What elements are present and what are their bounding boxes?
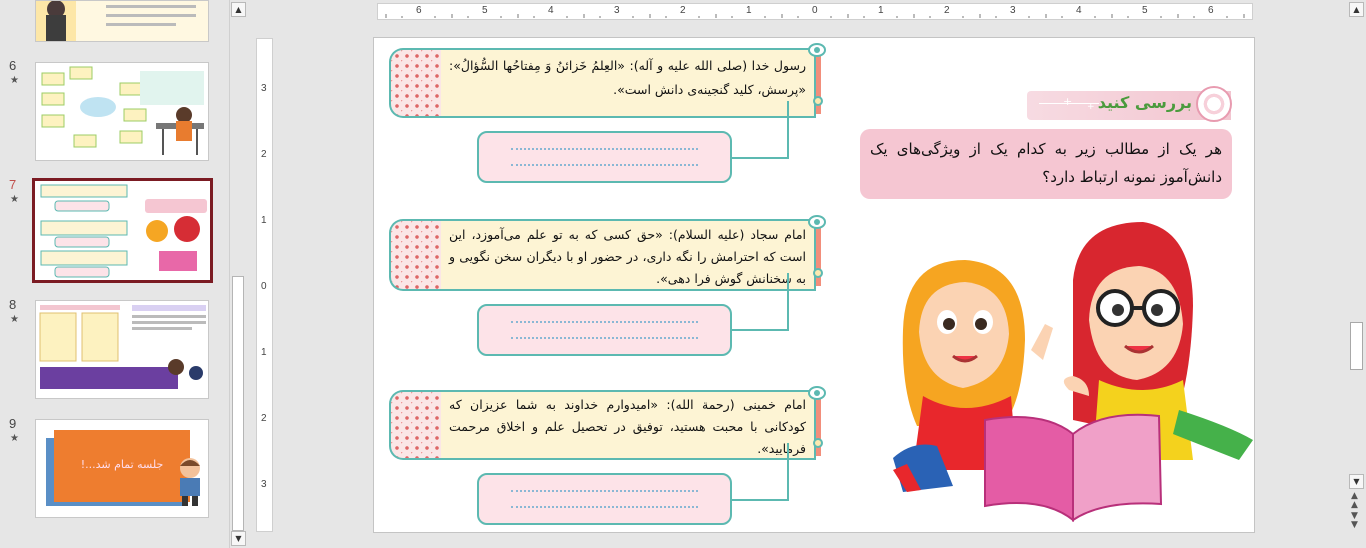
quote-panel-1[interactable]: رسول خدا (صلی الله علیه و آله): «العِلمُ خَزائنُ وَ مِفتاحُها السُّؤالُ»: «پرسش، کلید گنجینه‌ی دانش است».	[441, 48, 816, 118]
eye-icon	[808, 43, 826, 57]
ruler-label: 3	[614, 5, 620, 16]
answer-box-1[interactable]	[477, 131, 732, 183]
girls-reading-illustration	[893, 220, 1255, 526]
answer-box-3[interactable]	[477, 473, 732, 525]
thumbnail-6-preview	[36, 63, 209, 161]
ruler-label: 6	[1208, 5, 1214, 16]
thumbnail-5-preview	[36, 1, 209, 42]
next-slide-icon[interactable]: ▼ ▼	[1351, 511, 1358, 530]
quote-panel-3[interactable]: امام خمینی (رحمة الله): «امیدوارم خداوند به شما عزیزان که کودکانی با محبت هستید، توفیق در تحصیل علم و اخلاق مرحمت فرمایید».	[441, 390, 816, 460]
slide-star-8: ★	[10, 314, 19, 325]
ruler-label: 4	[1076, 5, 1082, 16]
sparkle-icon: +	[1087, 102, 1095, 112]
scroll-up-arrow-icon[interactable]: ▲	[1349, 2, 1364, 17]
ruler-label: 3	[261, 83, 267, 94]
thumbnail-scroll-thumb[interactable]	[232, 276, 244, 531]
slide-thumbnail-7-selected[interactable]	[32, 178, 213, 283]
ruler-label: 2	[261, 149, 267, 160]
connector-line-3	[732, 443, 789, 501]
connector-dot-icon	[813, 96, 823, 106]
ruler-label: 1	[261, 347, 267, 358]
slide-star-7: ★	[10, 194, 19, 205]
eye-icon	[808, 215, 826, 229]
ruler-label: 3	[1010, 5, 1016, 16]
ruler-label: 5	[1142, 5, 1148, 16]
slide-number-8: 8	[9, 297, 17, 312]
ruler-label: 6	[416, 5, 422, 16]
ruler-label: 2	[680, 5, 686, 16]
ruler-label: 4	[548, 5, 554, 16]
section-title[interactable]: بررسی کنید	[1097, 93, 1192, 112]
sparkle-icon: +	[1063, 95, 1073, 108]
slide-thumbnail-6[interactable]	[35, 62, 209, 161]
scroll-up-arrow-icon[interactable]: ▲	[231, 2, 246, 17]
slide-thumbnail-9[interactable]	[35, 419, 209, 518]
thumbnail-9-boy	[176, 456, 206, 506]
pattern-tab-2	[389, 219, 443, 291]
pattern-tab-1	[389, 48, 443, 118]
slide-number-7: 7	[9, 177, 17, 192]
ruler-label: 2	[261, 413, 267, 424]
thumbnail-7-preview	[35, 181, 210, 280]
slide-number-6: 6	[9, 58, 17, 73]
ruler-label: 0	[812, 5, 818, 16]
scroll-down-arrow-icon[interactable]: ▼	[231, 531, 246, 546]
pattern-tab-3	[389, 390, 443, 460]
slide-star-9: ★	[10, 433, 19, 444]
thumbnail-8-preview	[36, 301, 209, 399]
connector-line-1	[732, 101, 789, 159]
ruler-label: 1	[261, 215, 267, 226]
scroll-down-arrow-icon[interactable]: ▼	[1349, 474, 1364, 489]
ruler-label: 1	[746, 5, 752, 16]
slide-star-6: ★	[10, 75, 19, 86]
slide-number-9: 9	[9, 416, 17, 431]
editor-scroll-thumb[interactable]	[1350, 322, 1363, 370]
answer-box-2[interactable]	[477, 304, 732, 356]
horizontal-ruler[interactable]	[377, 3, 1253, 20]
editor-scrollbar[interactable]	[1348, 0, 1366, 548]
ruler-label: 5	[482, 5, 488, 16]
slide-thumbnail-8[interactable]	[35, 300, 209, 399]
previous-slide-icon[interactable]: ▲ ▲	[1351, 491, 1358, 510]
ruler-label: 2	[944, 5, 950, 16]
connector-line-2	[732, 273, 789, 331]
slide-thumbnail-pane	[0, 0, 248, 548]
question-box[interactable]: هر یک از مطالب زیر به کدام یک از ویژگی‌های یک دانش‌آموز نمونه ارتباط دارد؟	[860, 129, 1232, 199]
thumbnail-9-text: جلسه تمام شد...!	[80, 458, 164, 471]
ruler-label: 0	[261, 281, 267, 292]
eye-icon	[808, 386, 826, 400]
connector-dot-icon	[813, 438, 823, 448]
vertical-ruler[interactable]	[256, 38, 273, 532]
ruler-label: 1	[878, 5, 884, 16]
quote-panel-2[interactable]: امام سجاد (علیه السلام): «حق کسی که به تو علم می‌آموزد، این است که احترامش را نگه داری، در حضور او با دیگران سخن نگویی و به سخنانش گوش فرا دهی».	[441, 219, 816, 291]
ruler-label: 3	[261, 479, 267, 490]
slide-thumbnail-5[interactable]	[35, 0, 209, 42]
connector-dot-icon	[813, 268, 823, 278]
flower-icon	[1196, 86, 1232, 122]
thumbnail-scrollbar[interactable]	[229, 0, 247, 548]
